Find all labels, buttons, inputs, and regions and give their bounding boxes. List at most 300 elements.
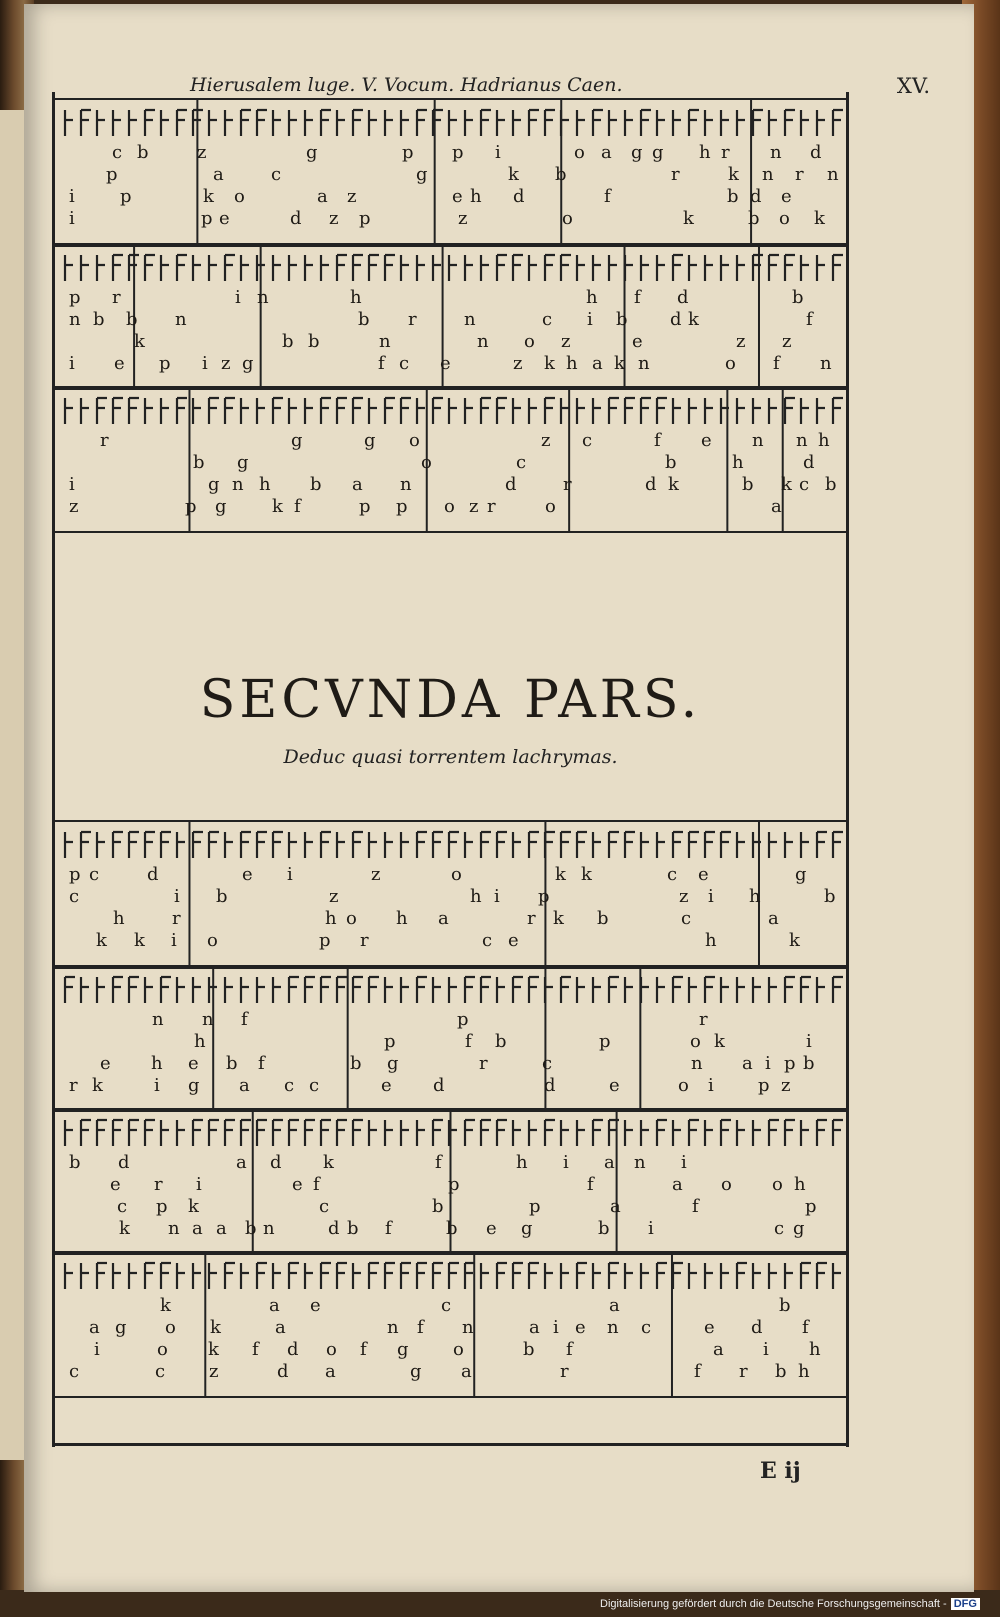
tab-letter: g bbox=[521, 1218, 533, 1239]
rhythm-flag bbox=[737, 398, 745, 424]
rhythm-flag bbox=[401, 832, 409, 858]
tab-letter: k bbox=[553, 908, 564, 929]
rhythm-flag bbox=[113, 832, 123, 858]
tab-letter: n bbox=[257, 287, 269, 308]
rhythm-flag bbox=[593, 255, 601, 281]
rhythm-flag bbox=[225, 977, 233, 1003]
rhythm-flag bbox=[353, 977, 363, 1003]
tab-letter: c bbox=[441, 1295, 452, 1316]
tab-letter: k bbox=[781, 474, 792, 495]
tab-letter: k bbox=[134, 930, 145, 951]
tab-letter: z bbox=[679, 886, 689, 907]
tab-letter: a bbox=[609, 1295, 620, 1316]
rhythm-flag bbox=[353, 398, 363, 424]
tab-letter: g bbox=[215, 496, 227, 517]
tab-letter: z bbox=[458, 208, 468, 229]
rhythm-flag bbox=[529, 398, 537, 424]
tab-letter: r bbox=[671, 164, 680, 185]
rhythm-flag bbox=[609, 398, 619, 424]
rhythm-flag bbox=[609, 1263, 619, 1289]
tab-letter: p bbox=[529, 1196, 541, 1217]
tab-letter: b bbox=[446, 1218, 458, 1239]
tab-letter: g bbox=[793, 1218, 805, 1239]
tablature-graphic bbox=[55, 1110, 846, 1253]
tab-letter: c bbox=[774, 1218, 785, 1239]
tab-letter: b bbox=[598, 1218, 610, 1239]
rhythm-flag bbox=[145, 1263, 155, 1289]
rhythm-flag bbox=[625, 1263, 633, 1289]
rhythm-flag bbox=[305, 1120, 315, 1146]
tab-letter: b bbox=[310, 474, 322, 495]
rhythm-flag bbox=[737, 977, 745, 1003]
rhythm-flag bbox=[513, 110, 521, 136]
tab-letter: d bbox=[433, 1075, 445, 1096]
tab-letter: k bbox=[203, 186, 214, 207]
rhythm-flag bbox=[497, 398, 507, 424]
rhythm-flag bbox=[417, 255, 425, 281]
tab-letter: k bbox=[208, 1339, 219, 1360]
rhythm-flag bbox=[673, 398, 681, 424]
rhythm-flag bbox=[81, 255, 89, 281]
rhythm-flag bbox=[305, 832, 313, 858]
tab-letter: h bbox=[809, 1339, 821, 1360]
tab-letter: n bbox=[607, 1317, 619, 1338]
rhythm-flag bbox=[513, 977, 523, 1003]
tab-letter: b bbox=[775, 1361, 787, 1382]
rhythm-flag bbox=[97, 255, 105, 281]
rhythm-flag bbox=[689, 977, 697, 1003]
rhythm-flag bbox=[145, 255, 155, 281]
tab-letter: g bbox=[416, 164, 428, 185]
tab-letter: z bbox=[69, 496, 79, 517]
rhythm-flag bbox=[545, 110, 555, 136]
rhythm-flag bbox=[129, 832, 139, 858]
tab-letter: c bbox=[667, 864, 678, 885]
tab-letter: r bbox=[69, 1075, 78, 1096]
tab-letter: c bbox=[516, 452, 527, 473]
tab-letter: c bbox=[112, 142, 123, 163]
rhythm-flag bbox=[417, 1120, 425, 1146]
tab-letter: d bbox=[270, 1152, 282, 1173]
rhythm-flag bbox=[577, 1263, 587, 1289]
tab-letter: d bbox=[544, 1075, 556, 1096]
rhythm-flag bbox=[337, 977, 347, 1003]
tab-letter: r bbox=[100, 430, 109, 451]
rhythm-flag bbox=[257, 977, 265, 1003]
tab-letter: i bbox=[648, 1218, 654, 1239]
rhythm-flag bbox=[689, 832, 699, 858]
tab-letter: i bbox=[494, 886, 500, 907]
tab-letter: o bbox=[524, 331, 535, 352]
tab-letter: e bbox=[188, 1053, 199, 1074]
tab-letter: i bbox=[235, 287, 241, 308]
tab-letter: c bbox=[641, 1317, 652, 1338]
rhythm-flag bbox=[721, 255, 729, 281]
tab-letter: b bbox=[824, 886, 836, 907]
tab-letter: f bbox=[654, 430, 661, 451]
rhythm-flag bbox=[209, 110, 217, 136]
tab-letter: p bbox=[599, 1031, 611, 1052]
rhythm-flag bbox=[241, 977, 249, 1003]
tab-letter: b bbox=[597, 908, 609, 929]
rhythm-flag bbox=[577, 1120, 585, 1146]
tab-letter: g bbox=[237, 452, 249, 473]
rhythm-flag bbox=[705, 110, 713, 136]
rhythm-flag bbox=[801, 977, 811, 1003]
tab-letter: o bbox=[562, 208, 573, 229]
tab-letter: h bbox=[794, 1174, 806, 1195]
signature-mark: E ij bbox=[760, 1458, 801, 1484]
rhythm-flag bbox=[657, 977, 665, 1003]
tab-letter: f bbox=[773, 353, 780, 374]
rhythm-flag bbox=[817, 398, 825, 424]
tab-letter: o bbox=[451, 864, 462, 885]
rhythm-flag bbox=[817, 832, 827, 858]
rhythm-flag bbox=[337, 110, 345, 136]
tab-letter: k bbox=[188, 1196, 199, 1217]
rhythm-flag bbox=[673, 977, 683, 1003]
tab-letter: k bbox=[508, 164, 519, 185]
tab-letter: h bbox=[396, 908, 408, 929]
rhythm-flag bbox=[353, 110, 363, 136]
rhythm-flag bbox=[465, 1120, 475, 1146]
tab-letter: b bbox=[93, 309, 105, 330]
tab-letter: o bbox=[409, 430, 420, 451]
tab-letter: o bbox=[444, 496, 455, 517]
tab-letter: e bbox=[219, 208, 230, 229]
rhythm-flag bbox=[465, 110, 473, 136]
rhythm-flag bbox=[257, 832, 267, 858]
tab-letter: b bbox=[432, 1196, 444, 1217]
rhythm-flag bbox=[65, 977, 75, 1003]
rhythm-flag bbox=[321, 255, 329, 281]
tab-letter: k bbox=[555, 864, 566, 885]
tab-letter: k bbox=[323, 1152, 334, 1173]
tab-letter: i bbox=[765, 1053, 771, 1074]
rhythm-flag bbox=[97, 110, 105, 136]
rhythm-flag bbox=[641, 1120, 649, 1146]
rhythm-flag bbox=[161, 832, 171, 858]
tab-letter: e bbox=[609, 1075, 620, 1096]
tab-letter: a bbox=[604, 1152, 615, 1173]
tab-letter: n bbox=[232, 474, 244, 495]
tab-letter: d bbox=[751, 1317, 763, 1338]
rhythm-flag bbox=[641, 255, 649, 281]
tab-letter: o bbox=[157, 1339, 168, 1360]
page-number: XV. bbox=[896, 74, 930, 98]
tab-letter: d bbox=[750, 186, 762, 207]
rhythm-flag bbox=[129, 398, 139, 424]
rhythm-flag bbox=[193, 977, 201, 1003]
tab-letter: g bbox=[208, 474, 220, 495]
rhythm-flag bbox=[673, 832, 683, 858]
rhythm-flag bbox=[225, 1263, 235, 1289]
tab-letter: n bbox=[175, 309, 187, 330]
rhythm-flag bbox=[593, 398, 601, 424]
tab-letter: n bbox=[263, 1218, 275, 1239]
tab-letter: a bbox=[461, 1361, 472, 1382]
tab-letter: b bbox=[555, 164, 567, 185]
tab-letter: e bbox=[242, 864, 253, 885]
tab-letter: o bbox=[721, 1174, 732, 1195]
rhythm-flag bbox=[305, 1263, 313, 1289]
rhythm-flag bbox=[561, 1263, 569, 1289]
rhythm-flag bbox=[289, 832, 297, 858]
rhythm-flag bbox=[161, 255, 169, 281]
tab-letter: e bbox=[292, 1174, 303, 1195]
rhythm-flag bbox=[545, 1263, 553, 1289]
rhythm-flag bbox=[753, 110, 763, 136]
tab-letter: h bbox=[732, 452, 744, 473]
rhythm-flag bbox=[97, 977, 105, 1003]
rhythm-flag bbox=[497, 110, 505, 136]
tab-letter: r bbox=[408, 309, 417, 330]
rhythm-flag bbox=[321, 832, 331, 858]
tab-letter: k bbox=[96, 930, 107, 951]
rhythm-flag bbox=[545, 832, 555, 858]
tab-letter: c bbox=[117, 1196, 128, 1217]
rhythm-flag bbox=[241, 1120, 251, 1146]
tab-letter: c bbox=[69, 886, 80, 907]
rhythm-flag bbox=[785, 977, 795, 1003]
rhythm-flag bbox=[241, 832, 251, 858]
rhythm-flag bbox=[113, 255, 123, 281]
tab-letter: h bbox=[566, 353, 578, 374]
tab-letter: k bbox=[683, 208, 694, 229]
rhythm-flag bbox=[193, 1120, 203, 1146]
tab-letter: e bbox=[486, 1218, 497, 1239]
rhythm-flag bbox=[417, 832, 427, 858]
rhythm-flag bbox=[97, 398, 107, 424]
tab-letter: o bbox=[545, 496, 556, 517]
tab-letter: e bbox=[701, 430, 712, 451]
tab-letter: r bbox=[154, 1174, 163, 1195]
rhythm-flag bbox=[497, 1263, 507, 1289]
tab-letter: c bbox=[399, 353, 410, 374]
tab-letter: a bbox=[269, 1295, 280, 1316]
rhythm-flag bbox=[673, 110, 681, 136]
tab-letter: g bbox=[115, 1317, 127, 1338]
rhythm-flag bbox=[577, 977, 585, 1003]
tab-letter: n bbox=[752, 430, 764, 451]
tab-letter: a bbox=[325, 1361, 336, 1382]
tab-letter: a bbox=[742, 1053, 753, 1074]
tab-letter: z bbox=[209, 1361, 219, 1382]
tab-letter: k bbox=[688, 309, 699, 330]
tab-letter: e bbox=[310, 1295, 321, 1316]
rhythm-flag bbox=[417, 1263, 427, 1289]
rhythm-flag bbox=[289, 1120, 299, 1146]
tab-letter: f bbox=[294, 496, 301, 517]
tablature-system-4 bbox=[55, 820, 846, 969]
rhythm-flag bbox=[113, 977, 123, 1003]
tab-letter: z bbox=[561, 331, 571, 352]
tab-letter: n bbox=[638, 353, 650, 374]
rhythm-flag bbox=[497, 832, 507, 858]
rhythm-flag bbox=[833, 977, 843, 1003]
rhythm-flag bbox=[721, 110, 729, 136]
tab-letter: h bbox=[113, 908, 125, 929]
tab-letter: o bbox=[574, 142, 585, 163]
rhythm-flag bbox=[657, 1120, 667, 1146]
rhythm-flag bbox=[593, 1263, 601, 1289]
tab-letter: k bbox=[728, 164, 739, 185]
tab-letter: b bbox=[803, 1053, 815, 1074]
tab-letter: g bbox=[795, 864, 807, 885]
tab-letter: p bbox=[457, 1009, 469, 1030]
tab-letter: r bbox=[527, 908, 536, 929]
tab-letter: n bbox=[770, 142, 782, 163]
tab-letter: b bbox=[523, 1339, 535, 1360]
rhythm-flag bbox=[369, 110, 377, 136]
rhythm-flag bbox=[833, 398, 843, 424]
tab-letter: i bbox=[69, 474, 75, 495]
rhythm-flag bbox=[561, 832, 571, 858]
tab-letter: n bbox=[634, 1152, 646, 1173]
tab-letter: k bbox=[92, 1075, 103, 1096]
tab-letter: a bbox=[592, 353, 603, 374]
tab-letter: a bbox=[352, 474, 363, 495]
rhythm-flag bbox=[689, 110, 699, 136]
rhythm-flag bbox=[337, 1263, 347, 1289]
tab-letter: g bbox=[410, 1361, 422, 1382]
tab-letter: c bbox=[155, 1361, 166, 1382]
rhythm-flag bbox=[721, 1120, 731, 1146]
tab-letter: e bbox=[381, 1075, 392, 1096]
tab-letter: z bbox=[371, 864, 381, 885]
tab-letter: d bbox=[147, 864, 159, 885]
rhythm-flag bbox=[593, 977, 601, 1003]
tab-letter: r bbox=[360, 930, 369, 951]
tab-letter: n bbox=[462, 1317, 474, 1338]
rhythm-flag bbox=[177, 398, 187, 424]
rhythm-flag bbox=[529, 1120, 537, 1146]
tab-letter: g bbox=[652, 142, 664, 163]
rhythm-flag bbox=[433, 832, 443, 858]
rhythm-flag bbox=[81, 1263, 89, 1289]
rhythm-flag bbox=[129, 110, 137, 136]
rhythm-flag bbox=[337, 1120, 347, 1146]
tab-letter: h bbox=[798, 1361, 810, 1382]
rhythm-flag bbox=[609, 977, 619, 1003]
rhythm-flag bbox=[609, 255, 617, 281]
rhythm-flag bbox=[97, 1120, 107, 1146]
rhythm-flag bbox=[273, 255, 281, 281]
rhythm-flag bbox=[257, 110, 267, 136]
rhythm-flag bbox=[209, 1263, 217, 1289]
rhythm-flag bbox=[529, 255, 537, 281]
rhythm-flag bbox=[769, 1120, 779, 1146]
tab-letter: i bbox=[171, 930, 177, 951]
rhythm-flag bbox=[689, 255, 697, 281]
rhythm-flag bbox=[785, 1120, 795, 1146]
tab-letter: r bbox=[739, 1361, 748, 1382]
tab-letter: p bbox=[120, 186, 132, 207]
rhythm-flag bbox=[769, 255, 779, 281]
rhythm-flag bbox=[145, 1120, 155, 1146]
tab-letter: k bbox=[714, 1031, 725, 1052]
rhythm-flag bbox=[289, 1263, 299, 1289]
tab-letter: f bbox=[252, 1339, 259, 1360]
tab-letter: n bbox=[464, 309, 476, 330]
tab-letter: d bbox=[810, 142, 822, 163]
tab-letter: k bbox=[614, 353, 625, 374]
tab-letter: p bbox=[448, 1174, 460, 1195]
tab-letter: e bbox=[575, 1317, 586, 1338]
rhythm-flag bbox=[593, 832, 601, 858]
rhythm-flag bbox=[353, 1263, 361, 1289]
tab-letter: e bbox=[114, 353, 125, 374]
tablature-graphic bbox=[55, 388, 846, 531]
tab-letter: r bbox=[487, 496, 496, 517]
tab-letter: r bbox=[721, 142, 730, 163]
rhythm-flag bbox=[401, 110, 409, 136]
tab-letter: r bbox=[172, 908, 181, 929]
rhythm-flag bbox=[305, 110, 313, 136]
tab-letter: z bbox=[221, 353, 231, 374]
rhythm-flag bbox=[145, 832, 155, 858]
rhythm-flag bbox=[289, 977, 299, 1003]
rhythm-flag bbox=[273, 832, 283, 858]
tab-letter: b bbox=[347, 1218, 359, 1239]
rhythm-flag bbox=[481, 832, 491, 858]
tab-letter: z bbox=[197, 142, 207, 163]
tab-letter: p bbox=[758, 1075, 770, 1096]
rhythm-flag bbox=[225, 398, 235, 424]
tab-letter: h bbox=[259, 474, 271, 495]
rhythm-flag bbox=[369, 832, 377, 858]
tab-letter: p bbox=[538, 886, 550, 907]
tab-letter: g bbox=[364, 430, 376, 451]
tab-letter: b bbox=[226, 1053, 238, 1074]
rhythm-flag bbox=[753, 1120, 761, 1146]
rhythm-flag bbox=[241, 398, 249, 424]
frame-bottom-rule bbox=[52, 1443, 849, 1446]
tab-letter: a bbox=[239, 1075, 250, 1096]
rhythm-flag bbox=[737, 832, 745, 858]
rhythm-flag bbox=[737, 255, 745, 281]
rhythm-flag bbox=[561, 398, 569, 424]
tab-letter: a bbox=[438, 908, 449, 929]
tab-letter: c bbox=[89, 864, 100, 885]
rhythm-flag bbox=[769, 1263, 777, 1289]
rhythm-flag bbox=[673, 255, 683, 281]
rhythm-flag bbox=[609, 832, 619, 858]
tab-letter: i bbox=[708, 886, 714, 907]
tab-letter: k bbox=[581, 864, 592, 885]
rhythm-flag bbox=[145, 110, 155, 136]
rhythm-flag bbox=[465, 255, 473, 281]
tab-letter: o bbox=[165, 1317, 176, 1338]
rhythm-flag bbox=[593, 1120, 603, 1146]
rhythm-flag bbox=[801, 1120, 809, 1146]
tab-letter: f bbox=[566, 1339, 573, 1360]
tablature-system-2 bbox=[55, 243, 846, 390]
rhythm-flag bbox=[465, 832, 473, 858]
tab-letter: o bbox=[772, 1174, 783, 1195]
tab-letter: b bbox=[193, 452, 205, 473]
rhythm-flag bbox=[161, 1263, 171, 1289]
rhythm-flag bbox=[129, 1120, 139, 1146]
tab-letter: f bbox=[435, 1152, 442, 1173]
tab-letter: a bbox=[610, 1196, 621, 1217]
rhythm-flag bbox=[289, 398, 297, 424]
rhythm-flag bbox=[529, 977, 539, 1003]
rhythm-flag bbox=[561, 255, 571, 281]
tab-letter: i bbox=[196, 1174, 202, 1195]
rhythm-flag bbox=[321, 398, 331, 424]
tab-letter: p bbox=[106, 164, 118, 185]
